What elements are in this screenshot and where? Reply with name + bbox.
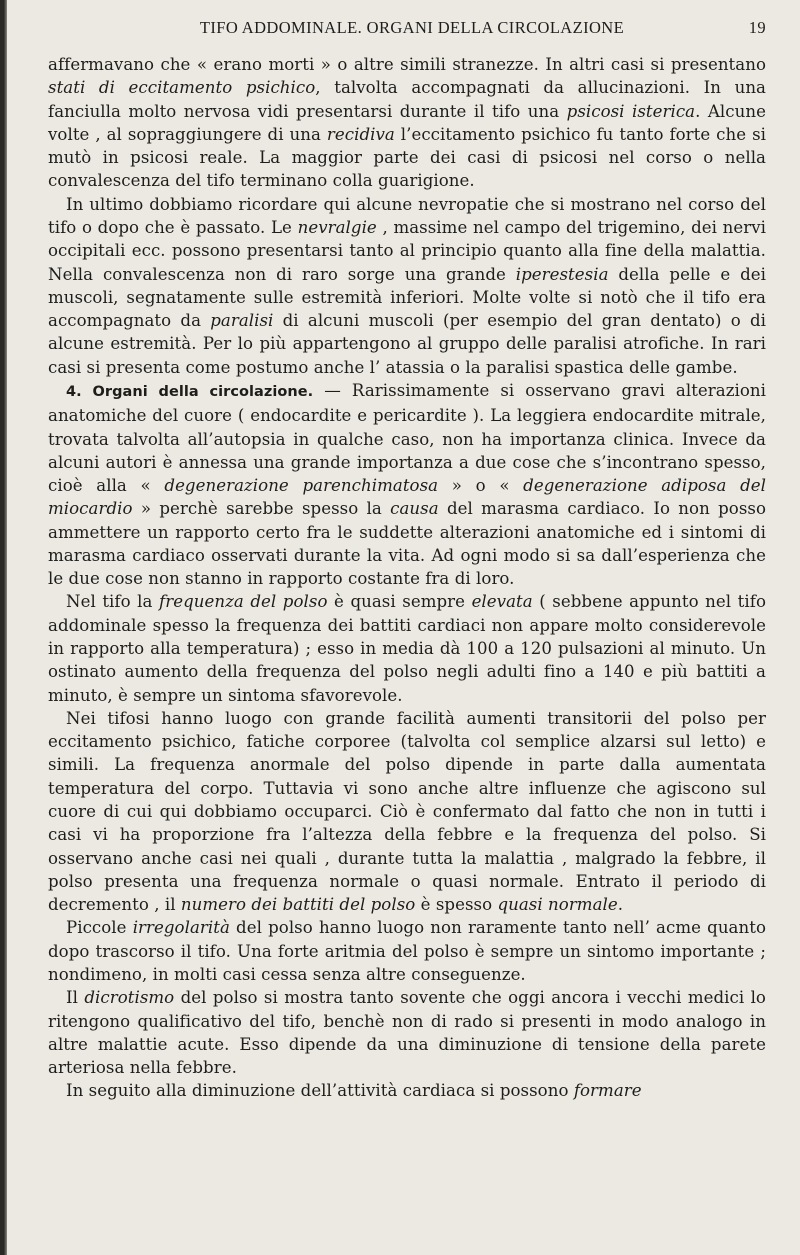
- body-text: [48, 53, 766, 1103]
- italic-term: numero dei battiti del polso: [180, 895, 416, 915]
- italic-term: formare: [573, 1081, 642, 1101]
- text-run: , talvolta accompagnati da allucinazioni. In una fanciulla molto nervosa vidi presentarsi durante il tifo una: [48, 78, 767, 121]
- running-header: [48, 18, 766, 42]
- paragraph: [48, 379, 766, 591]
- section-heading: 4. Organi della circolazione.: [66, 383, 314, 400]
- page-number: 19: [748, 18, 766, 37]
- text-run: Piccole: [66, 918, 133, 938]
- text-run: è spesso: [415, 895, 498, 915]
- text-run: di alcuni muscoli (per esempio del gran dentato) o di alcune estremità. Per lo più appartengono al gruppo delle paralisi atrofiche. In rari casi si presenta come postumo anche l’ atassia o la paralisi spastica delle gambe.: [48, 311, 766, 377]
- text-run: , massime nel campo del trigemino, dei nervi occipitali ecc. possono presentarsi tanto al principio quanto alla fine della malattia. Nella convalescenza non di raro sorge una grande: [48, 217, 766, 284]
- page-binding-edge: [0, 0, 7, 1255]
- text-run: In seguito alla diminuzione dell’attività cardiaca si possono: [66, 1081, 574, 1101]
- paragraph: [48, 53, 766, 193]
- italic-term: degenerazione parenchimatosa: [164, 476, 439, 496]
- header-title: TIFO ADDOMINALE. ORGANI DELLA CIRCOLAZIONE: [199, 18, 625, 37]
- text-run: del marasma cardiaco. Io non posso ammettere un rapporto certo fra le suddette alterazioni anatomiche ed i sintomi di marasma cardiaco osservati durante la vita. Ad ogni modo si sa dall’esperienza che le due cose non stanno in rapporto costante fra di loro.: [48, 499, 767, 589]
- paragraph: [48, 590, 766, 706]
- italic-term: psicosi isterica: [566, 101, 696, 121]
- text-run: del polso si mostra tanto sovente che oggi ancora i vecchi medici lo ritengono qualificativo del tifo, benchè non di rado si presenti in modo analogo in altre malattie acute. Esso dipende da una diminuzione di tensione della parete arteriosa nella febbre.: [48, 988, 766, 1078]
- text-run: ( sebbene appunto nel tifo addominale spesso la frequenza dei battiti cardiaci non appare molto considerevole in rapporto alla temperatura) ; esso in media dà 100 a 120 pulsazioni al minuto. Un ostinato aumento della frequenza del polso negli adulti fino a 140 e più battiti a minuto, è sempre un sintoma sfavorevole.: [48, 592, 766, 705]
- text-run: è quasi sempre: [327, 592, 472, 612]
- paragraph: [48, 707, 766, 917]
- text-run: In ultimo dobbiamo ricordare qui alcune nevropatie che si mostrano nel corso del tifo o dopo che è passato. Le: [48, 194, 766, 237]
- text-run: .: [617, 895, 624, 915]
- italic-term: iperestesia: [515, 264, 609, 284]
- italic-term: dicrotismo: [84, 988, 175, 1008]
- text-run: Nei tifosi hanno luogo con grande facilità aumenti transitorii del polso per eccitamento psichico, fatiche corporee (talvolta col semplice alzarsi sul letto) e simili. La frequenza anormale del polso dipende in parte dalla aumentata temperatura del corpo. Tuttavia vi sono anche altre influenze che agiscono sul cuore di cui qui dobbiamo occuparci. Ciò è confermato dal fatto che non in tutti i casi vi ha proporzione fra l’altezza della febbre e la frequenza del polso. Si osservano anche casi nei quali , durante tutta la malattia , malgrado la febbre, il polso presenta una frequenza normale o quasi normale. Entrato il periodo di decremento , il: [48, 708, 766, 915]
- italic-term: paralisi: [210, 311, 274, 331]
- text-run: » o «: [438, 476, 524, 496]
- text-run: affermavano che « erano morti » o altre simili stranezze. In altri casi si presentano: [48, 55, 766, 74]
- italic-term: quasi normale: [497, 895, 618, 915]
- text-run: della pelle e dei muscoli, segnatamente sulle estremità inferiori. Molte volte si notò che il tifo era accompagnato da: [48, 264, 766, 331]
- paragraph: [48, 916, 766, 986]
- italic-term: nevralgie: [297, 217, 377, 237]
- italic-term: recidiva: [326, 124, 395, 144]
- text-run: del polso hanno luogo non raramente tanto nell’ acme quanto dopo trascorso il tifo. Una forte aritmia del polso è sempre un sintomo importante ; nondimeno, in molti casi cessa senza altre conseguenze.: [48, 918, 766, 984]
- paragraph: [48, 986, 766, 1079]
- text-run: Il: [66, 988, 85, 1008]
- text-run: » perchè sarebbe spesso la: [132, 499, 391, 519]
- text-run: — Rarissimamente si osservano gravi alterazioni anatomiche del cuore ( endocardite e pericardite ). La leggiera endocardite mitrale, trovata talvolta all’autopsia in qualche caso, non ha importanza clinica. Invece da alcuni autori è annessa una grande importanza a due cose che s’incontrano spesso, cioè alla «: [48, 380, 766, 496]
- text-run: . Alcune volte , al sopraggiungere di una: [48, 101, 766, 144]
- italic-term: degenerazione adiposa del miocardio: [48, 476, 766, 519]
- italic-term: elevata: [471, 592, 533, 612]
- paragraph: [48, 1079, 766, 1102]
- text-run: l’eccitamento psichico fu tanto forte che si mutò in psicosi reale. La maggior parte dei casi di psicosi nel corso o nella convalescenza del tifo terminano colla guarigione.: [48, 124, 766, 191]
- italic-term: frequenza del polso: [159, 592, 328, 612]
- italic-term: stati di eccitamento psichico: [48, 78, 316, 98]
- paragraph: [48, 193, 766, 379]
- italic-term: irregolarità: [132, 918, 230, 938]
- text-run: Nel tifo la: [66, 592, 160, 612]
- italic-term: causa: [390, 499, 439, 519]
